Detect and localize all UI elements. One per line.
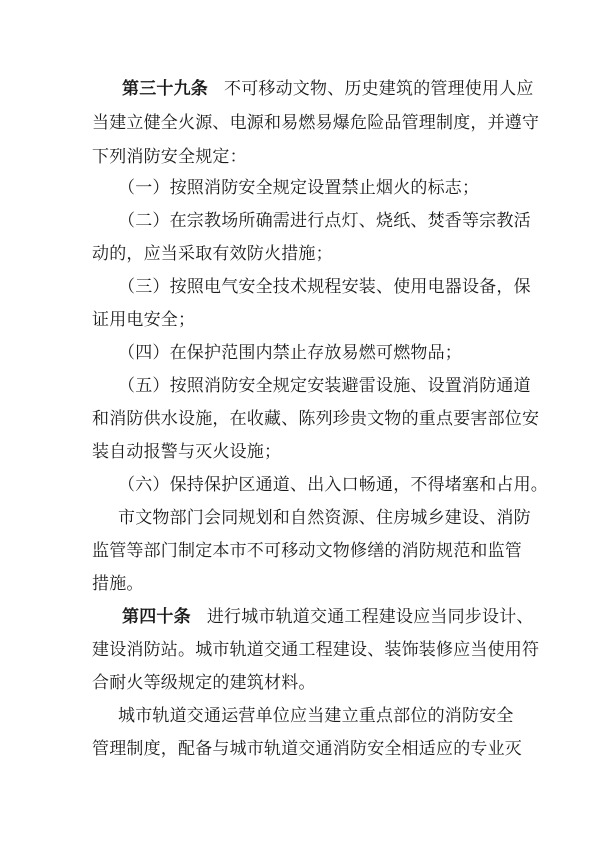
article-39-item-5-line-3: 装自动报警与灭火设施； (92, 442, 282, 462)
article-40-text: 进行城市轨道交通工程建设应当同步设计、 (206, 607, 534, 627)
article-39-heading: 第三十九条 (122, 79, 208, 99)
article-39-closing-line-2: 监管等部门制定本市不可移动文物修缮的消防规范和监管 (92, 541, 522, 561)
article-40-line-1 (122, 606, 600, 628)
article-39-item-3-line-2: 证用电安全； (92, 310, 196, 330)
article-39-item-2-line-2: 动的，应当采取有效防火措施； (92, 244, 333, 264)
article-39-item-2-line-1: （二）在宗教场所确需进行点灯、烧纸、焚香等宗教活 (118, 211, 531, 231)
article-39-line-2: 当建立健全火源、电源和易燃易爆危险品管理制度，并遵守 (92, 113, 540, 133)
article-40-para-2-line-2: 管理制度，配备与城市轨道交通消防安全相适应的专业灭 (92, 739, 522, 759)
article-39-line-3: 下列消防安全规定： (92, 147, 247, 167)
article-39-line-1 (122, 78, 600, 100)
article-40-line-2: 建设消防站。城市轨道交通工程建设、装饰装修应当使用符 (92, 640, 540, 660)
article-39-item-1: （一）按照消防安全规定设置禁止烟火的标志； (118, 178, 480, 198)
article-40-line-3: 合耐火等级规定的建筑材料。 (92, 673, 316, 693)
article-39-item-6: （六）保持保护区通道、出入口畅通，不得堵塞和占用。 (118, 475, 548, 495)
article-39-text: 不可移动文物、历史建筑的管理使用人应 (224, 79, 534, 99)
article-40-para-2-line-1: 城市轨道交通运营单位应当建立重点部位的消防安全 (118, 706, 514, 726)
article-39-closing-line-1: 市文物部门会同规划和自然资源、住房城乡建设、消防 (118, 508, 531, 528)
article-39-item-3-line-1: （三）按照电气安全技术规程安装、使用电器设备，保 (118, 277, 531, 297)
article-39-item-5-line-2: 和消防供水设施，在收藏、陈列珍贵文物的重点要害部位安 (92, 409, 540, 429)
article-39-closing-line-3: 措施。 (92, 574, 144, 594)
article-40-heading: 第四十条 (122, 607, 191, 627)
article-39-item-4: （四）在保护范围内禁止存放易燃可燃物品； (118, 343, 462, 363)
article-39-item-5-line-1: （五）按照消防安全规定安装避雷设施、设置消防通道 (118, 376, 531, 396)
